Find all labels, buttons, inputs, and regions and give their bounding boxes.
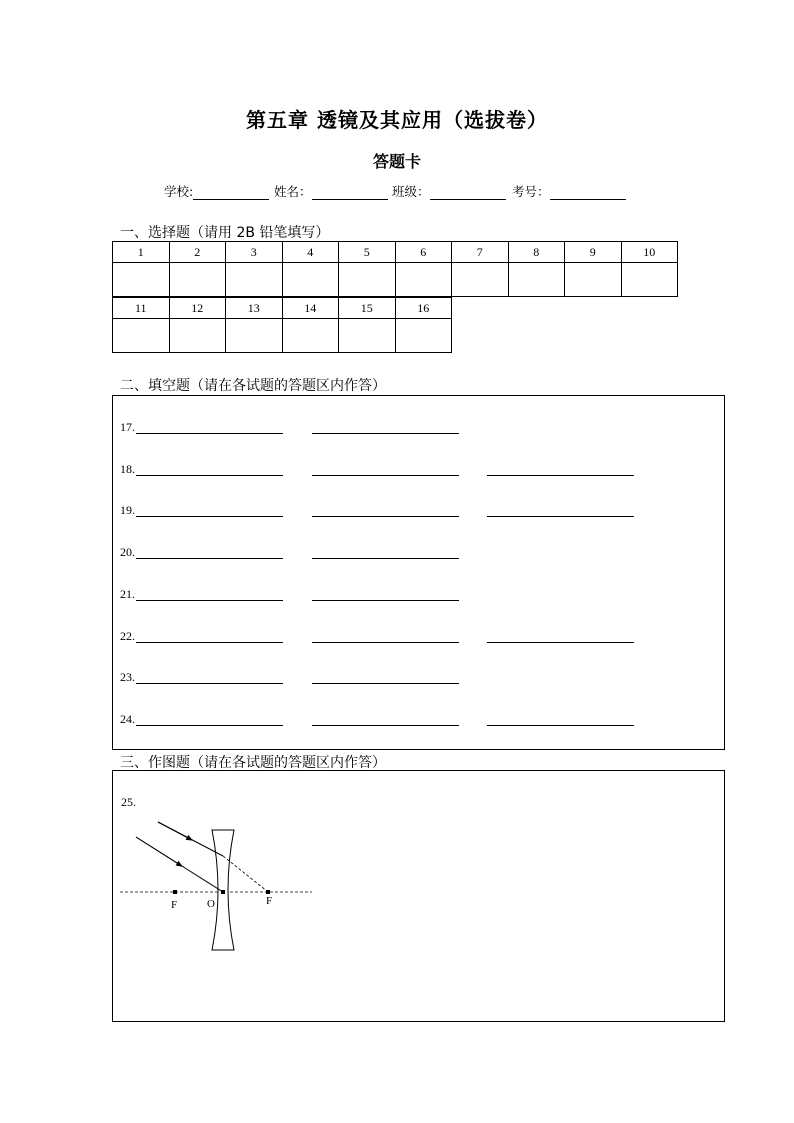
mc-answer-cell[interactable] — [395, 319, 452, 353]
focus-right-point — [266, 890, 270, 894]
answer-blank[interactable] — [136, 642, 283, 643]
lens-diagram[interactable] — [112, 810, 332, 960]
class-label: 班级： — [392, 184, 430, 199]
answer-blank[interactable] — [487, 516, 634, 517]
mc-question-number: 6 — [395, 242, 452, 263]
fill-in-question-label: 24. — [120, 711, 135, 726]
mc-answer-cell[interactable] — [565, 263, 622, 297]
exam-no-blank[interactable] — [550, 186, 626, 200]
focus-left-label: F — [171, 899, 178, 911]
ray-1-arrow — [158, 822, 190, 839]
mc-answer-cell[interactable] — [169, 263, 226, 297]
optical-center-point — [221, 890, 225, 894]
answer-blank[interactable] — [136, 600, 283, 601]
mc-question-number: 16 — [395, 298, 452, 319]
section1-title: 一、选择题（请用 2B 铅笔填写） — [120, 225, 330, 241]
mc-question-number: 7 — [452, 242, 509, 263]
answer-blank[interactable] — [487, 642, 634, 643]
class-blank[interactable] — [430, 186, 506, 200]
mc-answer-cell[interactable] — [452, 263, 509, 297]
mc-question-number: 15 — [339, 298, 396, 319]
answer-blank[interactable] — [487, 725, 634, 726]
mc-answer-cell[interactable] — [282, 263, 339, 297]
mc-table-row1 — [112, 241, 678, 297]
answer-blank[interactable] — [312, 642, 459, 643]
answer-blank[interactable] — [312, 516, 459, 517]
fill-in-question-label: 20. — [120, 545, 135, 560]
mc-answer-cell[interactable] — [169, 319, 226, 353]
answer-blank[interactable] — [136, 725, 283, 726]
school-field[interactable] — [164, 182, 269, 200]
answer-blank[interactable] — [312, 683, 459, 684]
mc-question-number: 9 — [565, 242, 622, 263]
mc-answer-cell[interactable] — [113, 263, 170, 297]
mc-question-number: 5 — [339, 242, 396, 263]
fill-in-answer-box — [112, 395, 725, 750]
mc-question-number: 2 — [169, 242, 226, 263]
answer-blank[interactable] — [136, 433, 283, 434]
mc-question-number: 8 — [508, 242, 565, 263]
fill-in-question-label: 18. — [120, 461, 135, 476]
mc-answer-cell[interactable] — [113, 319, 170, 353]
page-title: 第五章 透镜及其应用（选拔卷） — [246, 108, 548, 132]
focus-left-point — [173, 890, 177, 894]
fill-in-question-label: 23. — [120, 670, 135, 685]
class-field[interactable] — [392, 182, 506, 200]
answer-blank[interactable] — [136, 475, 283, 476]
mc-answer-cell[interactable] — [395, 263, 452, 297]
exam-no-label: 考号： — [512, 184, 550, 199]
exam-no-field[interactable] — [512, 182, 626, 200]
mc-question-number: 12 — [169, 298, 226, 319]
answer-blank[interactable] — [136, 516, 283, 517]
name-field[interactable] — [274, 182, 388, 200]
page-subtitle: 答题卡 — [372, 152, 421, 171]
mc-answer-cell[interactable] — [339, 263, 396, 297]
answer-blank[interactable] — [136, 683, 283, 684]
mc-question-number: 14 — [282, 298, 339, 319]
mc-answer-cell[interactable] — [621, 263, 678, 297]
question-25-label: 25. — [121, 795, 136, 809]
answer-blank[interactable] — [312, 433, 459, 434]
answer-blank[interactable] — [136, 558, 283, 559]
mc-question-number: 11 — [113, 298, 170, 319]
mc-answer-cell[interactable] — [282, 319, 339, 353]
answer-blank[interactable] — [312, 725, 459, 726]
mc-answer-cell[interactable] — [508, 263, 565, 297]
mc-question-number: 3 — [226, 242, 283, 263]
mc-table-row2 — [112, 297, 452, 353]
mc-answer-cell[interactable] — [226, 319, 283, 353]
answer-blank[interactable] — [487, 475, 634, 476]
answer-blank[interactable] — [312, 600, 459, 601]
answer-blank[interactable] — [312, 558, 459, 559]
mc-question-number: 4 — [282, 242, 339, 263]
mc-question-number: 10 — [621, 242, 678, 263]
school-blank[interactable] — [193, 186, 269, 200]
fill-in-question-label: 19. — [120, 503, 135, 518]
fill-in-question-label: 17. — [120, 420, 135, 434]
focus-right-label: F — [266, 895, 273, 907]
mc-question-number: 13 — [226, 298, 283, 319]
fill-in-question-label: 22. — [120, 628, 135, 643]
school-label: 学校: — [164, 184, 194, 199]
optical-center-label: O — [207, 898, 215, 910]
ray-2-arrow — [136, 837, 180, 865]
fill-in-question-label: 21. — [120, 586, 135, 601]
mc-question-number: 1 — [113, 242, 170, 263]
answer-blank[interactable] — [312, 475, 459, 476]
mc-answer-cell[interactable] — [226, 263, 283, 297]
name-blank[interactable] — [312, 186, 388, 200]
mc-answer-cell[interactable] — [339, 319, 396, 353]
section2-title: 二、填空题（请在各试题的答题区内作答） — [120, 378, 386, 394]
name-label: 姓名： — [274, 184, 312, 199]
section3-title: 三、作图题（请在各试题的答题区内作答） — [120, 755, 386, 771]
